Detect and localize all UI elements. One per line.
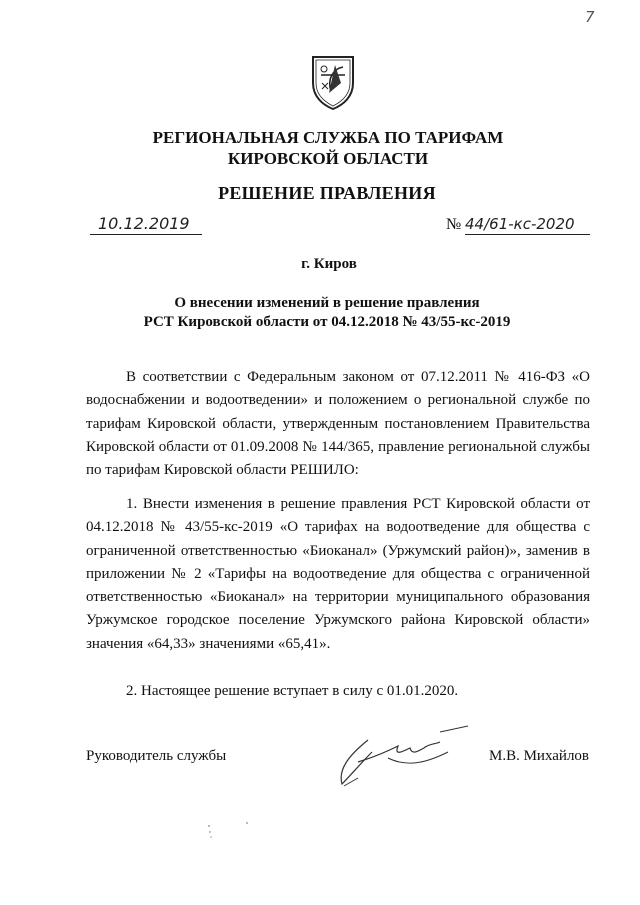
document-type: РЕШЕНИЕ ПРАВЛЕНИЯ [218,183,436,203]
page-number-mark: 7 [585,8,595,26]
city: г. Киров [301,256,357,272]
signatory-name: М.В. Михайлов [489,748,590,764]
handwritten-signature [328,722,478,800]
number-value: 44/61-кс-2020 [465,214,590,235]
subject-line-1: О внесении изменений в решение правления [174,295,480,311]
body-paragraph-3: 2. Настоящее решение вступает в силу с 01.01.2020. [126,683,459,699]
signatory-role: Руководитель службы [86,748,227,764]
document-number [446,214,594,235]
subject-line-2: РСТ Кировской области от 04.12.2018 № 43/55-кс-2019 [143,314,511,330]
scan-speck-mark [205,820,253,840]
number-sign: № [446,216,462,233]
organization-line-1: РЕГИОНАЛЬНАЯ СЛУЖБА ПО ТАРИФАМ [152,128,504,147]
kirov-coat-of-arms-icon [307,53,359,111]
document-date: 10.12.2019 [90,214,202,235]
organization-line-2: КИРОВСКОЙ ОБЛАСТИ [227,149,429,168]
body-paragraph-2: 1. Внести изменения в решение правления РСТ Кировской области от 04.12.2018 № 43/55-кс-2019 «О тарифах на водоотведение для общества с ограниченной ответственностью «Биоканал» (Уржумский район)», заменив в приложении № 2 «Тарифы на водоотведение для общества с ограниченной ответственностью «Биоканал» на территории муниципального образования Уржумское городское поселение Уржумского района Кировской области» значения «64,33» значениями «65,41». [86,496,590,652]
body-paragraph-1: В соответствии с Федеральным законом от 07.12.2011 № 416-ФЗ «О водоснабжении и водоотведении» и положением о региональной службе по тарифам Кировской области, утвержденным постановлением Правительства Кировской области от 01.09.2008 № 144/365, правление региональной службы по тарифам Кировской области РЕШИЛО: [86,369,590,479]
